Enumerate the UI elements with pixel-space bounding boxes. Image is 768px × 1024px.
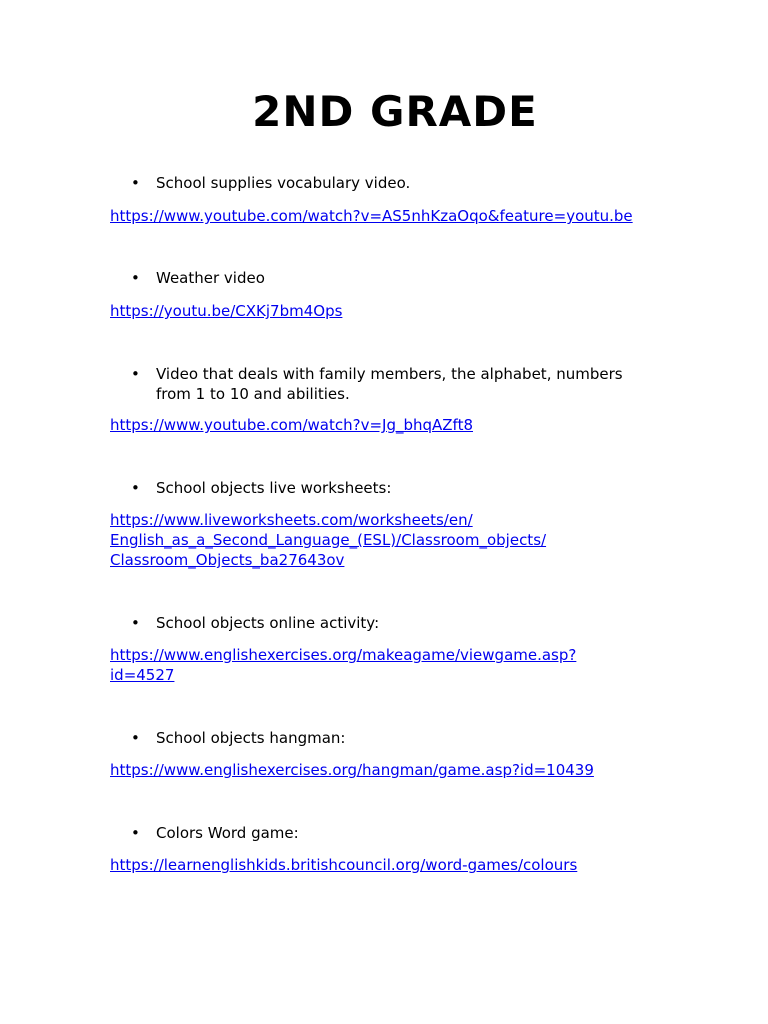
list-item-label: Colors Word game:: [156, 824, 299, 842]
resource-link[interactable]: [110, 510, 670, 570]
link-line: https://www.youtube.com/watch?v=Jg_bhqAZft8: [110, 416, 473, 434]
link-line: https://learnenglishkids.britishcouncil.org/word-games/colours: [110, 856, 578, 874]
bullet-icon: •: [131, 365, 140, 383]
link-line: Classroom_Objects_ba27643ov: [110, 551, 345, 569]
list-item-label: School objects hangman:: [156, 729, 346, 747]
list-item-label: School supplies vocabulary video.: [156, 174, 411, 192]
bullet-icon: •: [131, 614, 140, 632]
list-item-label: School objects online activity:: [156, 614, 380, 632]
bullet-icon: •: [131, 174, 140, 192]
link-line: https://www.youtube.com/watch?v=AS5nhKzaOqo&feature=youtu.be: [110, 207, 633, 225]
label-line: from 1 to 10 and abilities.: [156, 385, 350, 403]
resource-link[interactable]: [110, 760, 670, 780]
bullet-icon: •: [131, 729, 140, 747]
link-line: https://www.englishexercises.org/makeagame/viewgame.asp?: [110, 646, 577, 664]
bullet-icon: •: [131, 479, 140, 497]
bullet-icon: •: [131, 269, 140, 287]
bullet-icon: •: [131, 824, 140, 842]
list-item-label: School objects live worksheets:: [156, 479, 392, 497]
resource-link[interactable]: [110, 301, 670, 321]
resource-link[interactable]: [110, 415, 670, 435]
resource-link[interactable]: [110, 206, 670, 226]
link-line: English_as_a_Second_Language_(ESL)/Classroom_objects/: [110, 531, 547, 549]
list-item-label: [156, 364, 651, 404]
link-line: https://youtu.be/CXKj7bm4Ops: [110, 302, 343, 320]
list-item-label: Weather video: [156, 269, 265, 287]
resource-link[interactable]: [110, 645, 670, 685]
page-title: 2ND GRADE: [252, 87, 538, 136]
link-line: https://www.liveworksheets.com/worksheets/en/: [110, 511, 473, 529]
link-line: id=4527: [110, 666, 175, 684]
label-line: Video that deals with family members, the alphabet, numbers: [156, 365, 623, 383]
resource-link[interactable]: [110, 855, 670, 875]
link-line: https://www.englishexercises.org/hangman/game.asp?id=10439: [110, 761, 594, 779]
